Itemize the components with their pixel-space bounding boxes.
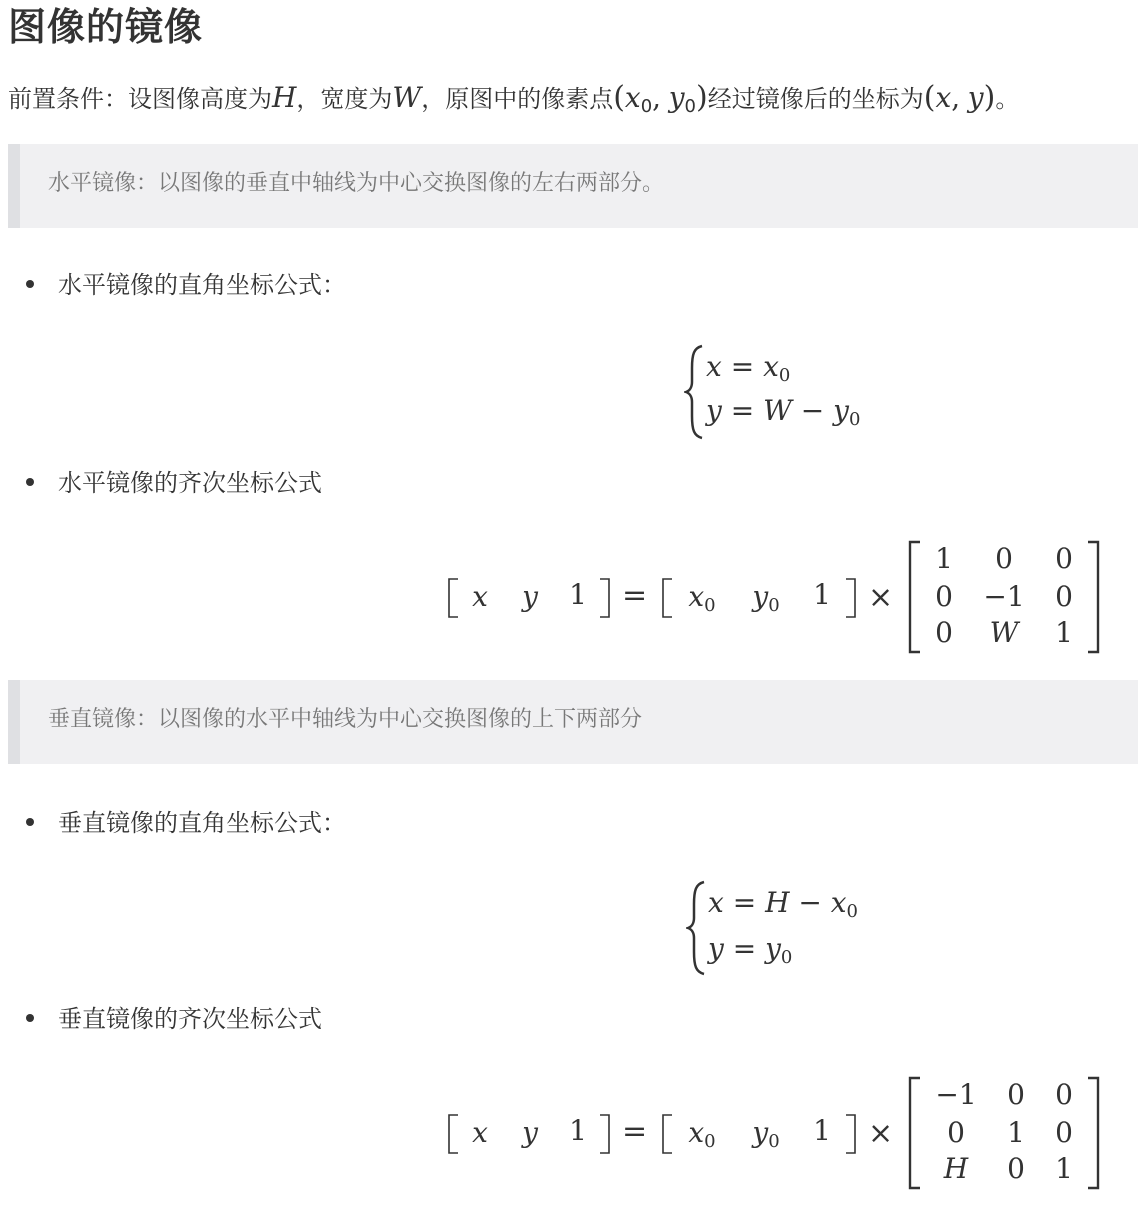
row-rhs-cell: 1: [813, 1114, 831, 1147]
matrix-cell: 1: [1055, 1152, 1073, 1185]
intro-paragraph: 前置条件：设图像高度为H，宽度为W，原图中的像素点($x_0$, $y_0$)经过镜像后的坐标为(x, y)。: [8, 80, 1020, 117]
row-rhs-cell: $y_0$: [752, 580, 780, 616]
right-bracket: [598, 1114, 612, 1154]
matrix-cell: 0: [935, 580, 953, 613]
bullet-dot: [26, 818, 34, 826]
row-lhs-cell: x: [472, 1116, 488, 1149]
right-bracket: [844, 1114, 858, 1154]
row-rhs-cell: 1: [813, 578, 831, 611]
bullet-vertical-cartesian: 垂直镜像的直角坐标公式：: [26, 806, 346, 840]
bullet-dot: [26, 478, 34, 486]
row-lhs-cell: x: [472, 580, 488, 613]
page-title: 图像的镜像: [8, 5, 204, 49]
matrix-cell: 0: [1007, 1152, 1025, 1185]
quote-horizontal-mirror: 水平镜像：以图像的垂直中轴线为中心交换图像的左右两部分。: [8, 144, 1138, 228]
matrix-cell: 0: [1007, 1078, 1025, 1111]
matrix-cell: 1: [1055, 616, 1073, 649]
matrix-cell: 0: [995, 542, 1013, 575]
matrix-cell: 0: [947, 1116, 965, 1149]
bullet-horizontal-cartesian: 水平镜像的直角坐标公式：: [26, 268, 346, 302]
matrix-cell: 0: [1055, 1116, 1073, 1149]
times-sign: ×: [868, 1116, 894, 1151]
row-rhs-cell: $x_0$: [688, 1116, 716, 1152]
equation-line: $x = x_0$: [706, 350, 791, 386]
equation-line: $x = H - x_0$: [708, 886, 858, 922]
matrix-left-bracket: [906, 1076, 922, 1190]
bullet-dot: [26, 280, 34, 288]
matrix-cell: 1: [1007, 1116, 1025, 1149]
row-lhs-cell: 1: [569, 1114, 587, 1147]
matrix-cell: 0: [1055, 1078, 1073, 1111]
row-lhs-cell: y: [522, 1116, 538, 1149]
matrix-cell: −1: [935, 1078, 977, 1111]
row-rhs-cell: $x_0$: [688, 580, 716, 616]
row-rhs-cell: $y_0$: [752, 1116, 780, 1152]
left-brace: [684, 344, 706, 440]
bullet-horizontal-homogeneous: 水平镜像的齐次坐标公式: [26, 466, 322, 500]
matrix-cell: 0: [935, 616, 953, 649]
matrix-right-bracket: [1086, 1076, 1102, 1190]
bullet-vertical-homogeneous: 垂直镜像的齐次坐标公式: [26, 1002, 322, 1036]
matrix-right-bracket: [1086, 540, 1102, 654]
row-lhs-cell: y: [522, 580, 538, 613]
equals-sign: =: [622, 1114, 648, 1149]
matrix-cell: H: [943, 1152, 969, 1185]
matrix-cell: −1: [983, 580, 1025, 613]
equation-line: $y = W - y_0$: [706, 394, 861, 430]
right-bracket: [844, 578, 858, 618]
matrix-cell: 1: [935, 542, 953, 575]
matrix-cell: 0: [1055, 542, 1073, 575]
quote-vertical-mirror: 垂直镜像：以图像的水平中轴线为中心交换图像的上下两部分: [8, 680, 1138, 764]
row-lhs-cell: 1: [569, 578, 587, 611]
left-brace: [686, 880, 708, 976]
equals-sign: =: [622, 578, 648, 613]
bullet-dot: [26, 1014, 34, 1022]
matrix-cell: 0: [1055, 580, 1073, 613]
times-sign: ×: [868, 580, 894, 615]
right-bracket: [598, 578, 612, 618]
matrix-cell: W: [989, 616, 1019, 649]
equation-line: $y = y_0$: [708, 932, 793, 968]
